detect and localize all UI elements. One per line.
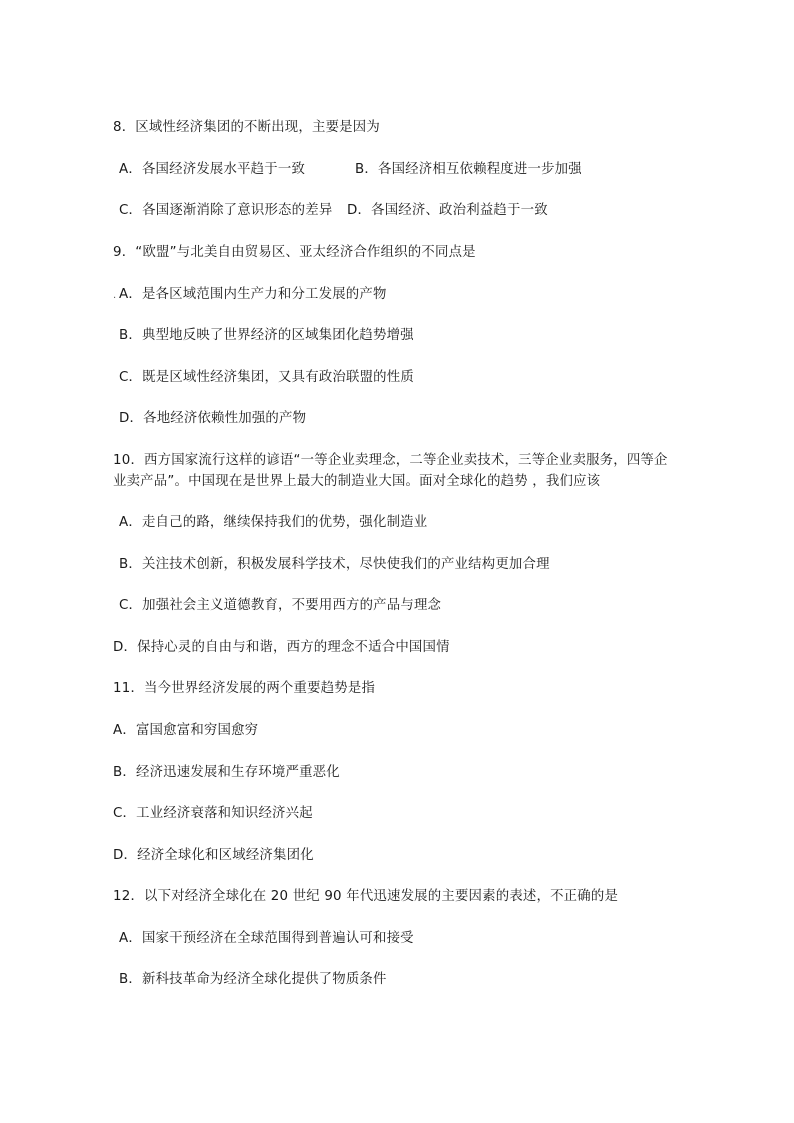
- question-9-option-d: D．各地经济依赖性加强的产物: [119, 411, 307, 426]
- question-8-stem: 8．区域性经济集团的不断出现，主要是因为: [113, 120, 380, 135]
- question-12-option-a: A．国家干预经济在全球范围得到普遍认可和接受: [119, 931, 414, 946]
- question-10-option-a: A．走自己的路，继续保持我们的优势，强化制造业: [119, 515, 428, 530]
- question-10-stem-line2: 业卖产品”。中国现在是世界上最大的制造业大国。面对全球化的趋势 ，我们应该: [113, 474, 601, 489]
- question-11-stem: 11．当今世界经济发展的两个重要趋势是指: [113, 681, 376, 696]
- question-8-option-c: C．各国逐渐消除了意识形态的差异: [119, 203, 333, 218]
- question-12-stem: 12．以下对经济全球化在 20 世纪 90 年代迅速发展的主要因素的表述，不正确的是: [113, 889, 619, 904]
- question-11-option-c: C．工业经济衰落和知识经济兴起: [113, 806, 313, 821]
- stray-mark: .: [113, 290, 117, 301]
- question-9-option-a: A．是各区域范围内生产力和分工发展的产物: [119, 287, 387, 302]
- question-9-option-c: C．既是区域性经济集团，又具有政治联盟的性质: [119, 370, 414, 385]
- question-9-option-b: B．典型地反映了世界经济的区域集团化趋势增强: [119, 328, 414, 343]
- question-8-option-d: D．各国经济、政治利益趋于一致: [347, 203, 548, 218]
- question-11-option-b: B．经济迅速发展和生存环境严重恶化: [113, 765, 340, 780]
- question-10-option-b: B．关注技术创新，积极发展科学技术，尽快使我们的产业结构更加合理: [119, 557, 550, 572]
- question-9-stem: 9．“欧盟”与北美自由贸易区、亚太经济合作组织的不同点是: [113, 245, 476, 260]
- question-10-option-c: C．加强社会主义道德教育，不要用西方的产品与理念: [119, 598, 442, 613]
- question-8-option-a: A．各国经济发展水平趋于一致: [119, 162, 306, 177]
- question-10-option-d: D．保持心灵的自由与和谐，西方的理念不适合中国国情: [113, 640, 450, 655]
- question-10-stem-line1: 10．西方国家流行这样的谚语“一等企业卖理念，二等企业卖技术，三等企业卖服务，四等企: [113, 453, 668, 468]
- question-11-option-d: D．经济全球化和区域经济集团化: [113, 848, 314, 863]
- question-8-option-b: B．各国经济相互依赖程度进一步加强: [355, 162, 582, 177]
- question-11-option-a: A．富国愈富和穷国愈穷: [113, 723, 259, 738]
- question-12-option-b: B．新科技革命为经济全球化提供了物质条件: [119, 972, 387, 987]
